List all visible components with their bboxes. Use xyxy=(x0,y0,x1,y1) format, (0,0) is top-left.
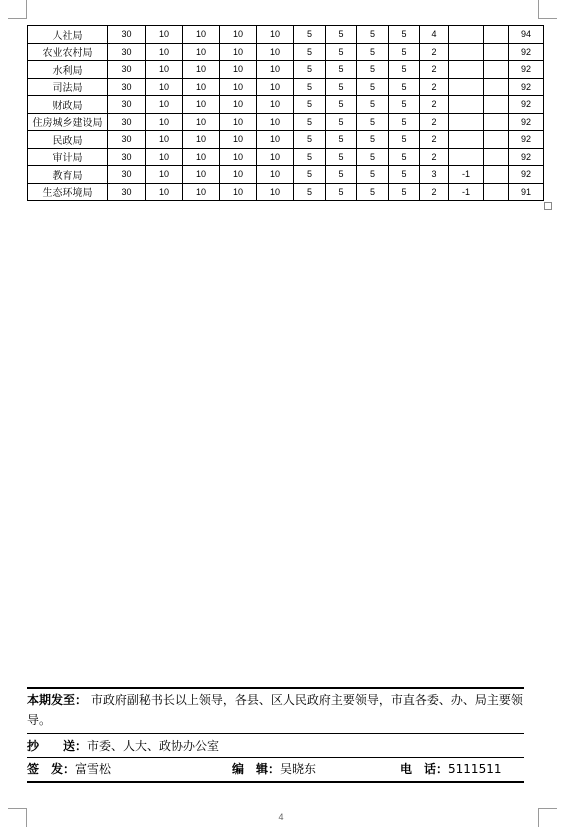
issuer-label: 签 发 xyxy=(27,762,64,776)
score-cell xyxy=(449,96,484,114)
score-cell: 10 xyxy=(220,78,257,96)
score-cell: 10 xyxy=(220,148,257,166)
score-cell xyxy=(484,43,509,61)
department-cell: 教育局 xyxy=(28,166,108,184)
score-cell: 30 xyxy=(108,26,146,44)
score-cell: 10 xyxy=(220,26,257,44)
score-cell: 5 xyxy=(389,166,420,184)
phone-number: 5111511 xyxy=(448,762,502,776)
phone-label: 电 话 xyxy=(400,762,437,776)
score-cell: 5 xyxy=(294,131,326,149)
score-cell: 10 xyxy=(183,43,220,61)
score-cell: 5 xyxy=(326,61,357,79)
score-cell: 10 xyxy=(257,113,294,131)
score-cell: 10 xyxy=(146,166,183,184)
score-cell: 3 xyxy=(420,166,449,184)
score-cell: 92 xyxy=(509,113,544,131)
department-cell: 民政局 xyxy=(28,131,108,149)
department-cell: 农业农村局 xyxy=(28,43,108,61)
score-cell: 5 xyxy=(326,148,357,166)
score-cell: 91 xyxy=(509,183,544,201)
score-cell: 5 xyxy=(326,183,357,201)
score-cell: 10 xyxy=(183,183,220,201)
crop-mark-top-left xyxy=(8,0,27,19)
score-cell xyxy=(449,148,484,166)
score-cell: 30 xyxy=(108,96,146,114)
score-cell xyxy=(484,148,509,166)
sign-row xyxy=(27,760,543,778)
score-cell: 10 xyxy=(220,166,257,184)
editor-block: 编 辑：吴晓东 xyxy=(232,762,317,776)
table-row xyxy=(28,166,544,184)
score-cell: 5 xyxy=(389,183,420,201)
score-cell: 5 xyxy=(357,78,389,96)
score-cell: 2 xyxy=(420,78,449,96)
score-cell xyxy=(449,131,484,149)
score-cell: 92 xyxy=(509,148,544,166)
score-cell xyxy=(484,78,509,96)
score-cell: 5 xyxy=(326,43,357,61)
score-cell: 5 xyxy=(389,148,420,166)
score-cell: 10 xyxy=(257,61,294,79)
score-cell: 5 xyxy=(357,166,389,184)
distribution-label: 本期发至 xyxy=(27,693,76,707)
department-cell: 生态环境局 xyxy=(28,183,108,201)
table-row xyxy=(28,26,544,44)
table-row xyxy=(28,61,544,79)
score-cell: 10 xyxy=(183,78,220,96)
department-cell: 司法局 xyxy=(28,78,108,96)
score-cell: 10 xyxy=(183,113,220,131)
department-cell: 财政局 xyxy=(28,96,108,114)
score-cell: 2 xyxy=(420,96,449,114)
score-cell: 10 xyxy=(146,131,183,149)
score-cell: 10 xyxy=(183,26,220,44)
score-cell xyxy=(449,113,484,131)
score-cell: 5 xyxy=(294,166,326,184)
score-cell: 10 xyxy=(146,113,183,131)
footer-rule-2 xyxy=(27,757,524,758)
score-cell: 92 xyxy=(509,131,544,149)
score-cell: 10 xyxy=(146,148,183,166)
table-end-mark xyxy=(544,202,552,210)
score-cell: 5 xyxy=(357,183,389,201)
score-cell: 94 xyxy=(509,26,544,44)
score-cell: 10 xyxy=(183,148,220,166)
page-number: 4 xyxy=(278,812,284,822)
score-cell xyxy=(484,166,509,184)
score-cell: 5 xyxy=(294,183,326,201)
score-cell: 10 xyxy=(183,96,220,114)
editor-name: 吴晓东 xyxy=(280,762,317,776)
score-cell: 92 xyxy=(509,78,544,96)
score-cell: 5 xyxy=(389,43,420,61)
score-cell: 10 xyxy=(220,61,257,79)
score-cell: 5 xyxy=(326,166,357,184)
footer-mid-rule xyxy=(27,733,524,734)
score-cell: 5 xyxy=(357,131,389,149)
score-cell: 4 xyxy=(420,26,449,44)
score-cell: 5 xyxy=(326,26,357,44)
score-cell xyxy=(484,131,509,149)
score-cell: 2 xyxy=(420,43,449,61)
score-cell xyxy=(484,96,509,114)
score-cell: 2 xyxy=(420,131,449,149)
crop-mark-top-right xyxy=(538,0,557,19)
score-cell: -1 xyxy=(449,183,484,201)
editor-label: 编 辑 xyxy=(232,762,269,776)
score-cell: 30 xyxy=(108,78,146,96)
table-row xyxy=(28,148,544,166)
score-cell: 92 xyxy=(509,61,544,79)
score-cell: 5 xyxy=(389,61,420,79)
score-cell xyxy=(484,113,509,131)
score-cell: 10 xyxy=(257,78,294,96)
issuer-block: 签 发：富雪松 xyxy=(27,762,112,776)
score-cell: -1 xyxy=(449,166,484,184)
score-cell: 10 xyxy=(183,131,220,149)
score-cell: 10 xyxy=(220,96,257,114)
score-cell: 10 xyxy=(220,113,257,131)
score-cell: 2 xyxy=(420,113,449,131)
score-cell: 5 xyxy=(389,113,420,131)
score-cell xyxy=(484,183,509,201)
score-cell: 5 xyxy=(357,26,389,44)
department-cell: 住房城乡建设局 xyxy=(28,113,108,131)
score-cell: 30 xyxy=(108,131,146,149)
score-cell xyxy=(484,61,509,79)
score-cell: 5 xyxy=(294,43,326,61)
score-cell: 10 xyxy=(257,183,294,201)
score-cell: 10 xyxy=(257,96,294,114)
score-cell: 10 xyxy=(220,131,257,149)
score-cell: 5 xyxy=(357,61,389,79)
score-cell: 10 xyxy=(146,183,183,201)
score-cell: 5 xyxy=(389,131,420,149)
score-cell xyxy=(449,78,484,96)
score-cell: 30 xyxy=(108,61,146,79)
distribution-line: 本期发至： 市政府副秘书长以上领导，各县、区人民政府主要领导，市直各委、办、局主要领导。 xyxy=(27,693,523,727)
score-cell xyxy=(449,61,484,79)
table-row xyxy=(28,78,544,96)
score-cell: 10 xyxy=(146,43,183,61)
score-cell: 5 xyxy=(294,26,326,44)
footer-top-rule xyxy=(27,687,524,689)
phone-block: 电 话：5111511 xyxy=(400,762,502,776)
score-cell: 2 xyxy=(420,148,449,166)
score-cell: 5 xyxy=(294,61,326,79)
score-cell: 30 xyxy=(108,43,146,61)
table-row xyxy=(28,131,544,149)
score-table-body xyxy=(28,26,544,201)
score-cell xyxy=(449,26,484,44)
score-cell: 5 xyxy=(294,96,326,114)
score-cell: 10 xyxy=(257,148,294,166)
table-row xyxy=(28,96,544,114)
score-cell: 10 xyxy=(183,61,220,79)
department-cell: 水利局 xyxy=(28,61,108,79)
score-cell: 10 xyxy=(257,43,294,61)
score-cell: 5 xyxy=(294,78,326,96)
score-cell: 5 xyxy=(326,78,357,96)
cc-text: 市委、人大、政协办公室 xyxy=(87,739,220,753)
score-cell: 30 xyxy=(108,113,146,131)
issuer-name: 富雪松 xyxy=(75,762,112,776)
score-cell: 10 xyxy=(146,61,183,79)
cc-line: 抄 送：市委、人大、政协办公室 xyxy=(27,739,220,753)
score-cell: 5 xyxy=(357,113,389,131)
score-cell: 10 xyxy=(220,43,257,61)
department-cell: 人社局 xyxy=(28,26,108,44)
score-cell: 10 xyxy=(183,166,220,184)
score-cell: 2 xyxy=(420,61,449,79)
score-cell: 5 xyxy=(389,96,420,114)
score-cell: 5 xyxy=(357,43,389,61)
department-cell: 审计局 xyxy=(28,148,108,166)
score-cell: 5 xyxy=(326,96,357,114)
score-cell: 5 xyxy=(389,78,420,96)
score-cell: 5 xyxy=(326,113,357,131)
score-cell: 10 xyxy=(257,131,294,149)
score-cell: 5 xyxy=(357,96,389,114)
table-row xyxy=(28,183,544,201)
score-cell: 92 xyxy=(509,166,544,184)
score-cell: 10 xyxy=(146,26,183,44)
score-cell: 30 xyxy=(108,166,146,184)
score-cell: 5 xyxy=(294,113,326,131)
distribution-text: 市政府副秘书长以上领导，各县、区人民政府主要领导，市直各委、办、局主要领导。 xyxy=(27,693,523,727)
score-cell: 92 xyxy=(509,96,544,114)
score-cell: 5 xyxy=(326,131,357,149)
score-cell: 30 xyxy=(108,183,146,201)
score-cell: 92 xyxy=(509,43,544,61)
score-cell xyxy=(484,26,509,44)
footer-bottom-rule xyxy=(27,781,524,783)
score-cell xyxy=(449,43,484,61)
score-cell: 5 xyxy=(294,148,326,166)
cc-label: 抄 送 xyxy=(27,739,76,753)
table-row xyxy=(28,43,544,61)
score-cell: 10 xyxy=(257,166,294,184)
score-cell: 5 xyxy=(357,148,389,166)
score-cell: 10 xyxy=(146,78,183,96)
score-cell: 2 xyxy=(420,183,449,201)
score-table xyxy=(27,25,544,201)
table-row xyxy=(28,113,544,131)
score-cell: 10 xyxy=(257,26,294,44)
score-cell: 10 xyxy=(220,183,257,201)
score-cell: 5 xyxy=(389,26,420,44)
score-cell: 30 xyxy=(108,148,146,166)
score-cell: 10 xyxy=(146,96,183,114)
